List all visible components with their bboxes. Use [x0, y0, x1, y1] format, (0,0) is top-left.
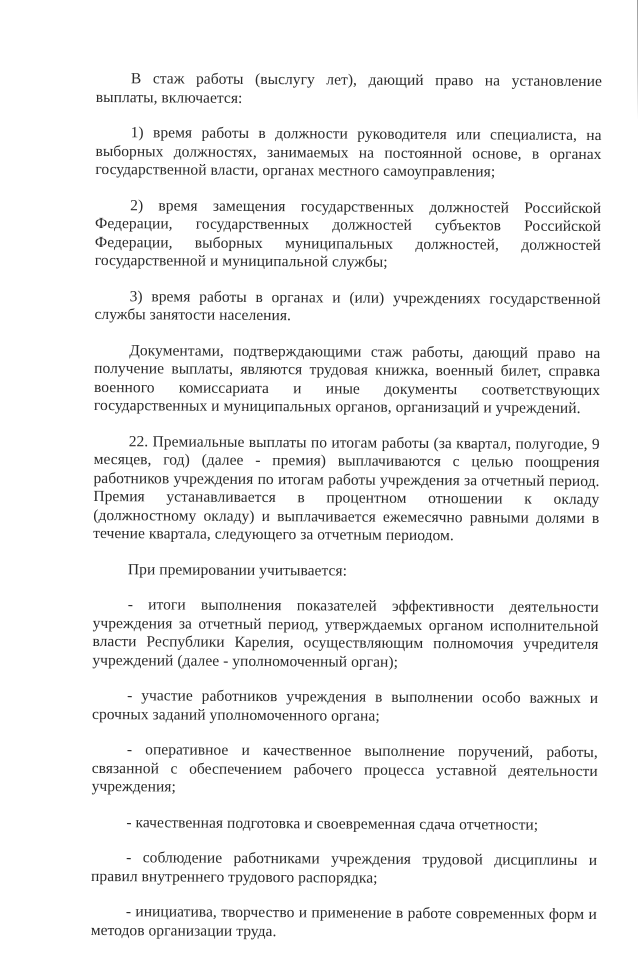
scan-edge-shadow [637, 0, 638, 120]
list-item-initiative: - инициатива, творчество и применение в работе современных форм и методов организации труда. [90, 903, 597, 940]
list-item-performance-indicators: - итоги выполнения показателей эффективности деятельности учреждения за отчетный период, утверждаемых органом исполнительной власти Республики Карелия, осуществляющим полномочия учредителя учреждений (далее - уполномоченный орган); [92, 596, 599, 671]
list-item-urgent-tasks: - участие работников учреждения в выполнении особо важных и срочных заданий уполномоченного органа; [92, 687, 599, 725]
paragraph-service-length-intro: В стаж работы (выслугу лет), дающий право на установление выплаты, включается: [95, 70, 602, 107]
paragraph-item-3: 3) время работы в органах и (или) учреждениях государственной службы занятости населения. [94, 287, 601, 325]
list-item-prompt-execution: - оперативное и качественное выполнение поручений, работы, связанной с обеспечением рабочего процесса уставной деятельности учреждения; [91, 741, 598, 796]
paragraph-item-2: 2) время замещения государственных должностей Российской Федерации, государственных должностей субъектов Российской Федерации, выборных муниципальных должностей, должностей государственной и муниципальной службы; [94, 196, 602, 271]
list-item-reporting: - качественная подготовка и своевременная сдача отчетности; [126, 813, 539, 834]
paragraph-confirming-documents: Документами, подтверждающими стаж работы, дающий право на получение выплаты, являются трудовая книжка, военный билет, справка военного комиссариата и иные документы соответствующих государственных и муниципальных органов, организаций и учреждений. [93, 341, 601, 417]
paragraph-item-1: 1) время работы в должности руководителя или специалиста, на выборных должностях, занимаемых на постоянной основе, в органах государственной власти, органах местного самоуправления; [95, 124, 602, 181]
list-item-labor-discipline: - соблюдение работниками учреждения трудовой дисциплины и правил внутреннего трудового распорядка; [91, 849, 598, 887]
paragraph-bonus-criteria-intro: При премировании учитывается: [127, 560, 348, 580]
paragraph-section-22-bonus: 22. Премиальные выплаты по итогам работы (за квартал, полугодие, 9 месяцев, год) (далее - премия) выплачиваются с целью поощрения работников учреждения по итогам работы учреждения за отчетный период. Премия устанавливается в процентном отношении к окладу (должностному окладу) и выплачивается ежемесячно равными долями в течение квартала, следующего за отчетным периодом. [93, 432, 600, 545]
document-body [91, 70, 602, 960]
